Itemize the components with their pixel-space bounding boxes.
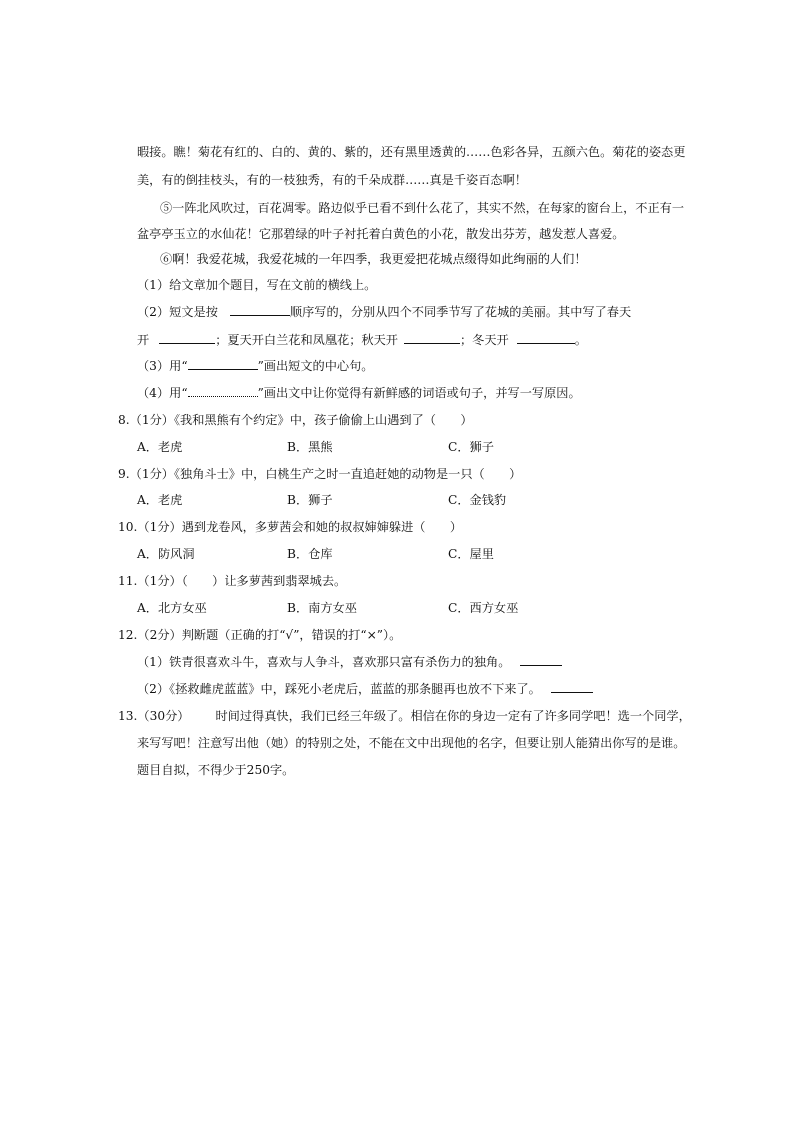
text: ；夏天开白兰花和凤凰花；秋天开 xyxy=(215,333,398,347)
passage-line: 盆亭亭玉立的水仙花！它那碧绿的叶子衬托着白黄色的小花，散发出芬芳，越发惹人喜爱。 xyxy=(137,227,625,241)
option-a[interactable]: A．防风洞 xyxy=(137,547,195,561)
answer-blank[interactable] xyxy=(517,332,575,344)
option-b[interactable]: B．狮子 xyxy=(287,493,333,507)
question-12-sub-2 xyxy=(137,681,593,697)
text: （2）短文是按 xyxy=(137,305,218,319)
text: （2）《拯救雌虎蓝蓝》中，踩死小老虎后，蓝蓝的那条腿再也放不下来了。 xyxy=(137,682,541,696)
question-12-sub-1 xyxy=(137,654,562,670)
passage-paragraph-5: ⑤一阵北风吹过，百花凋零。路边似乎已看不到什么花了，其实不然，在每家的窗台上，不正有一 xyxy=(160,201,685,215)
question-9-stem: 9.（1分）《独角斗士》中，白桃生产之时一直追赶她的动物是一只（ ） xyxy=(118,467,522,481)
option-c[interactable]: C．西方女巫 xyxy=(448,601,519,615)
question-11-stem: 11.（1分）（ ）让多萝茜到翡翠城去。 xyxy=(118,574,347,588)
text: （1）铁青很喜欢斗牛，喜欢与人争斗，喜欢那只富有杀伤力的独角。 xyxy=(137,655,511,669)
text: ”画出文中让你觉得有新鲜感的词语或句子，并写一写原因。 xyxy=(257,386,581,400)
question-13-line-2: 来写写吧！注意写出他（她）的特别之处，不能在文中出现他的名字，但要让别人能猜出你写的是谁。 xyxy=(137,736,686,750)
question-7-sub-2-continued xyxy=(137,332,587,348)
option-b[interactable]: B．黑熊 xyxy=(287,440,333,454)
passage-paragraph-6: ⑥啊！我爱花城，我爱花城的一年四季，我更爱把花城点缀得如此绚丽的人们！ xyxy=(160,252,587,266)
option-b[interactable]: B．南方女巫 xyxy=(287,601,357,615)
text: 开 xyxy=(137,333,150,347)
text: 时间过得真快，我们已经三年级了。相信在你的身边一定有了许多同学吧！选一个同学， xyxy=(215,709,691,723)
question-13-line-1 xyxy=(118,708,691,724)
text: ”画出短文的中心句。 xyxy=(257,359,374,373)
sample-wavy-line xyxy=(188,385,258,397)
option-a[interactable]: A．老虎 xyxy=(137,493,183,507)
question-13-line-3: 题目自拟，不得少于250字。 xyxy=(137,763,295,777)
option-a[interactable]: A．老虎 xyxy=(137,440,183,454)
answer-blank[interactable] xyxy=(230,304,290,316)
option-c[interactable]: C．屋里 xyxy=(448,547,494,561)
question-12-stem: 12.（2分）判断题（正确的打“√”，错误的打“×”）。 xyxy=(118,628,402,642)
question-7-sub-4 xyxy=(137,385,581,401)
question-7-sub-1: （1）给文章加个题目，写在文前的横线上。 xyxy=(137,278,377,292)
question-7-sub-3 xyxy=(137,358,373,374)
option-c[interactable]: C．狮子 xyxy=(448,440,494,454)
answer-blank[interactable] xyxy=(520,654,562,666)
option-c[interactable]: C．金钱豹 xyxy=(448,493,507,507)
text: 顺序写的，分别从四个不同季节写了花城的美丽。其中写了春天 xyxy=(289,305,632,319)
option-a[interactable]: A．北方女巫 xyxy=(137,601,207,615)
question-7-sub-2 xyxy=(137,304,631,320)
answer-blank[interactable] xyxy=(551,681,593,693)
passage-line: 美，有的倒挂枝头，有的一枝独秀，有的千朵成群……真是千姿百态啊！ xyxy=(137,173,527,187)
answer-blank[interactable] xyxy=(404,332,460,344)
option-b[interactable]: B．仓库 xyxy=(287,547,333,561)
text: （3）用“ xyxy=(137,359,188,373)
passage-line: 暇接。瞧！菊花有红的、白的、黄的、紫的，还有黑里透黄的……色彩各异，五颜六色。菊花的姿态更 xyxy=(137,145,686,159)
question-8-stem: 8.（1分）《我和黑熊有个约定》中，孩子偷偷上山遇到了（ ） xyxy=(118,413,473,427)
text: （4）用“ xyxy=(137,386,188,400)
question-10-stem: 10.（1分）遇到龙卷风，多萝茜会和她的叔叔婶婶躲进（ ） xyxy=(118,520,463,534)
text: ；冬天开 xyxy=(460,333,509,347)
sample-line xyxy=(188,358,258,370)
text: 。 xyxy=(574,333,587,347)
answer-blank[interactable] xyxy=(159,332,215,344)
question-number: 13.（30分） xyxy=(118,709,190,723)
